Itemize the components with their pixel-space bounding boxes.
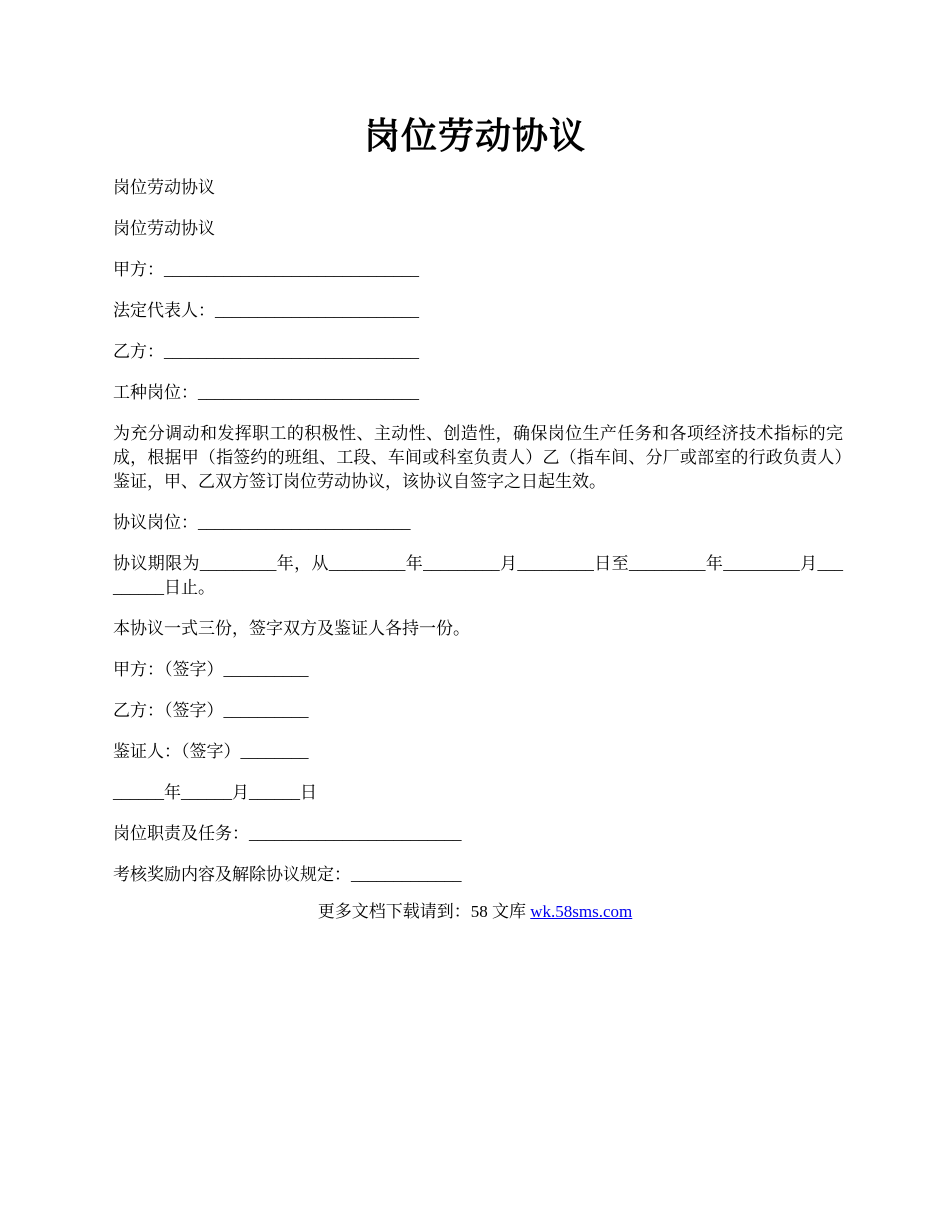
copies-statement: 本协议一式三份，签字双方及鉴证人各持一份。: [113, 619, 470, 638]
legal-representative-line: 法定代表人：________________________: [113, 301, 419, 320]
document-title: 岗位劳动协议: [363, 116, 586, 156]
paragraph-heading-2: 岗位劳动协议: [113, 219, 215, 238]
party-a-line: 甲方：______________________________: [113, 260, 419, 279]
party-a-signature-line: 甲方：（签字）__________: [113, 660, 309, 679]
party-b-signature-line: 乙方：（签字）__________: [113, 701, 309, 720]
assessment-rules-line: 考核奖励内容及解除协议规定：_____________: [113, 865, 462, 884]
job-position-line: 工种岗位：__________________________: [113, 383, 419, 402]
date-line: ______年______月______日: [113, 783, 317, 802]
witness-signature-line: 鉴证人：（签字）________: [113, 742, 309, 761]
download-footer: [0, 900, 950, 924]
duties-line: 岗位职责及任务：_________________________: [113, 824, 462, 843]
agreement-position-line: 协议岗位：_________________________: [113, 513, 411, 532]
party-b-line: 乙方：______________________________: [113, 342, 419, 361]
footer-text: 更多文档下载请到：58 文库: [317, 902, 531, 921]
document-body: [113, 176, 843, 904]
agreement-term-line: 协议期限为_________年，从_________年_________月_________日至_________年_________月_________日止。: [113, 554, 843, 597]
agreement-purpose-paragraph: 为充分调动和发挥职工的积极性、主动性、创造性，确保岗位生产任务和各项经济技术指标的完成，根据甲（指签约的班组、工段、车间或科室负责人）乙（指车间、分厂或部室的行政负责人）鉴证，甲、乙双方签订岗位劳动协议，该协议自签字之日起生效。: [113, 424, 843, 491]
paragraph-heading-1: 岗位劳动协议: [113, 178, 215, 197]
footer-link[interactable]: wk.58sms.com: [530, 902, 633, 921]
